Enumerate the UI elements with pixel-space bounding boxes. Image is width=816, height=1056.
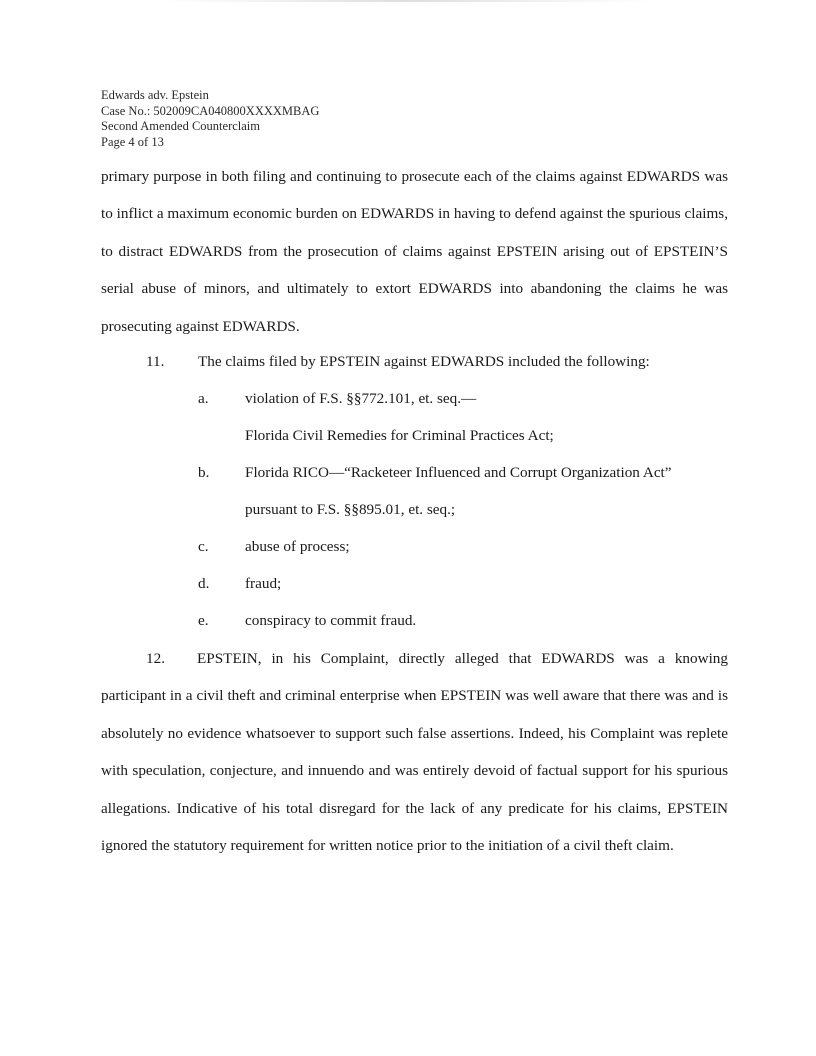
paragraph-12-number: 12.	[146, 650, 165, 667]
case-title: Edwards adv. Epstein	[101, 88, 209, 102]
list-item-e-line1: conspiracy to commit fraud.	[245, 612, 417, 629]
list-item-b-letter: b.	[198, 464, 210, 481]
scan-edge-shadow	[160, 0, 650, 2]
paragraph-12-text: EPSTEIN, in his Complaint, directly alleged that EDWARDS was a knowing participant in a civil theft and criminal enterprise when EPSTEIN was well aware that there was and is absolutely no evidence whatsoever to support such false assertions. Indeed, his Complaint was replete with speculation, conjecture, and innuendo and was entirely devoid of factual support for his spurious allegations. Indicative of his total disregard for the lack of any predicate for his claims, EPSTEIN ignored the statutory requirement for written notice prior to the initiation of a civil theft claim.	[101, 650, 728, 855]
page-number: Page 4 of 13	[101, 134, 164, 149]
list-item-b-line1: Florida RICO—“Racketeer Influenced and Corrupt Organization Act”	[245, 464, 672, 481]
list-item-d-line1: fraud;	[245, 575, 282, 592]
paragraph-11-number: 11.	[146, 353, 165, 370]
list-item-a-letter: a.	[198, 390, 209, 407]
list-item-c-line1: abuse of process;	[245, 538, 350, 555]
case-number: Case No.: 502009CA040800XXXXMBAG	[101, 103, 320, 118]
list-item-a-line1: violation of F.S. §§772.101, et. seq.—	[245, 390, 477, 407]
list-item-a-line2: Florida Civil Remedies for Criminal Practices Act;	[245, 427, 554, 444]
list-item-c-letter: c.	[198, 538, 209, 555]
document-title: Second Amended Counterclaim	[101, 119, 260, 133]
paragraph-11-text: The claims filed by EPSTEIN against EDWARDS included the following:	[198, 353, 650, 370]
page-header	[101, 88, 319, 150]
list-item-d-letter: d.	[198, 575, 210, 592]
list-item-e-letter: e.	[198, 612, 209, 629]
paragraph-continuation: primary purpose in both filing and continuing to prosecute each of the claims against EDWARDS was to inflict a maximum economic burden on EDWARDS in having to defend against the spurious claims, to distract EDWARDS from the prosecution of claims against EPSTEIN arising out of EPSTEIN’S serial abuse of minors, and ultimately to extort EDWARDS into abandoning the claims he was prosecuting against EDWARDS.	[101, 168, 728, 335]
list-item-b-line2: pursuant to F.S. §§895.01, et. seq.;	[245, 501, 456, 518]
